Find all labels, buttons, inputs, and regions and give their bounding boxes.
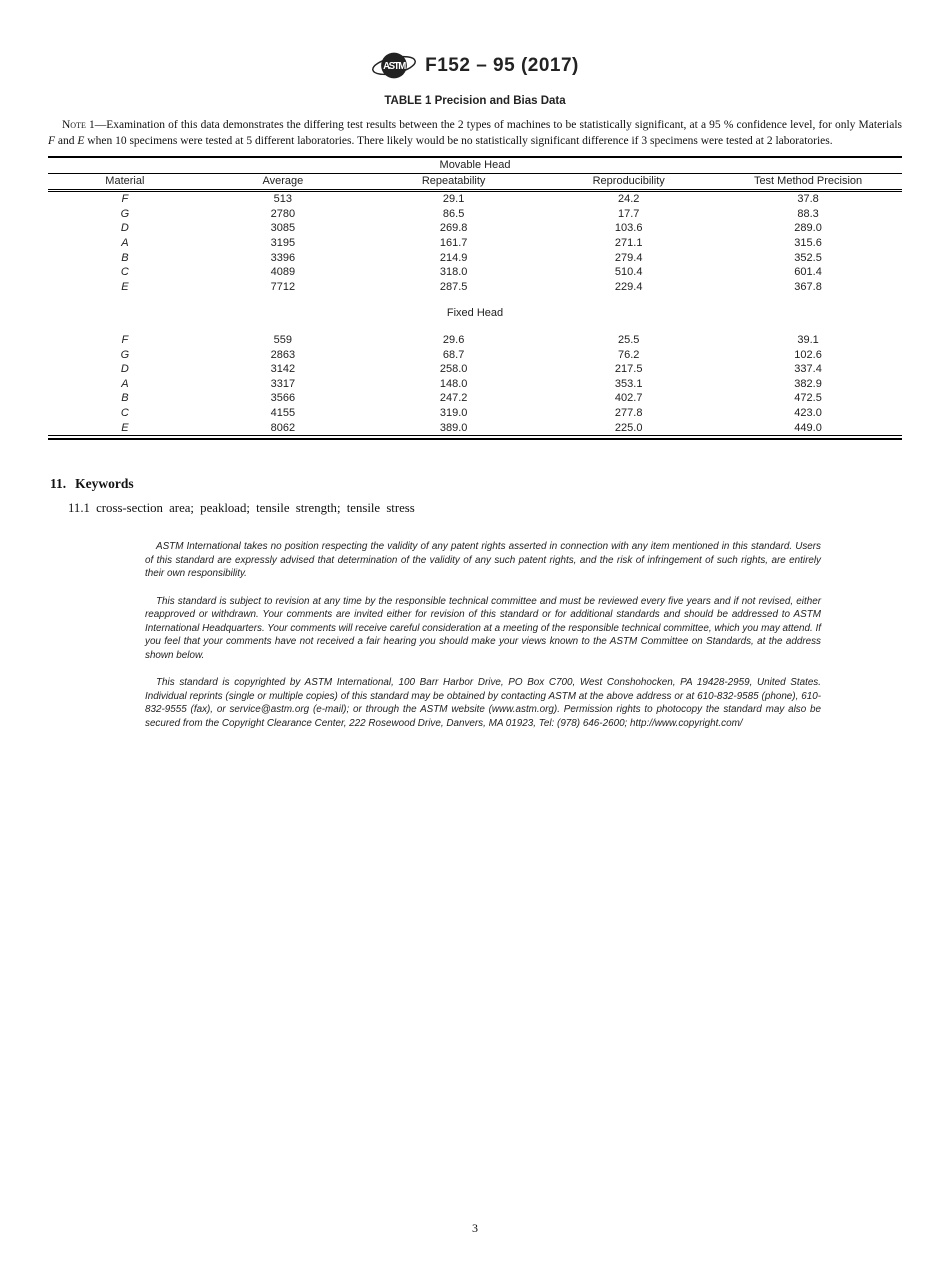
table-row: [48, 265, 902, 280]
value-cell: 277.8: [614, 406, 643, 419]
note-text: 1—Examination of this data demonstrates the differing test results between the 2 types of machines to be statistically significant, at a 95 % confidence level, for only Materials: [85, 119, 902, 131]
precision-bias-table: [48, 156, 902, 436]
value-cell: 8062: [270, 421, 296, 434]
page-number: 3: [472, 1221, 478, 1235]
table-row: [48, 406, 902, 421]
column-header-average: Average: [202, 174, 364, 191]
value-cell: 3317: [270, 377, 296, 390]
section-title-fixed-head: Fixed Head: [446, 307, 504, 320]
table-row: [48, 333, 902, 348]
value-cell: 102.6: [794, 348, 822, 361]
note-paragraph: [48, 118, 902, 149]
value-cell: 3142: [270, 363, 296, 376]
material-cell: A: [121, 377, 129, 390]
value-cell: 68.7: [442, 348, 465, 361]
material-cell: D: [120, 222, 129, 235]
material-cell: B: [121, 392, 129, 405]
value-cell: 472.5: [794, 392, 822, 405]
value-cell: 214.9: [439, 251, 468, 264]
value-cell: 318.0: [439, 266, 468, 279]
value-cell: 510.4: [614, 266, 643, 279]
table-row: [48, 391, 902, 406]
value-cell: 25.5: [617, 333, 640, 346]
column-header-reproducibility: Reproducibility: [543, 174, 714, 191]
value-cell: 103.6: [614, 222, 643, 235]
material-cell: C: [120, 406, 129, 419]
document-header: [0, 0, 950, 83]
value-cell: 315.6: [794, 236, 822, 249]
value-cell: 161.7: [439, 236, 468, 249]
value-cell: 423.0: [794, 406, 822, 419]
value-cell: 559: [273, 333, 293, 346]
note-label: Note: [62, 119, 86, 131]
table-row: [48, 207, 902, 222]
note-material-f: F: [48, 134, 56, 147]
value-cell: 3396: [270, 251, 296, 264]
value-cell: 352.5: [794, 251, 822, 264]
value-cell: 2780: [270, 207, 296, 220]
value-cell: 353.1: [614, 377, 643, 390]
value-cell: 449.0: [794, 421, 822, 434]
table-row: [48, 421, 902, 436]
value-cell: 229.4: [614, 280, 643, 293]
astm-logo: [371, 48, 417, 83]
value-cell: 367.8: [794, 280, 822, 293]
table-row: [48, 191, 902, 207]
value-cell: 3566: [270, 392, 296, 405]
value-cell: 289.0: [794, 222, 822, 235]
material-cell: G: [120, 348, 130, 361]
value-cell: 389.0: [439, 421, 468, 434]
standard-designation: F152 – 95 (2017): [425, 54, 579, 76]
material-cell: E: [121, 280, 129, 293]
value-cell: 7712: [270, 280, 296, 293]
value-cell: 3195: [270, 236, 296, 249]
column-header-test-method-precision: Test Method Precision: [714, 174, 902, 191]
value-cell: 37.8: [797, 193, 819, 206]
note-text-end: when 10 specimens were tested at 5 different laboratories. There likely would be no statistically significant difference if 3 specimens were tested at 2 laboratories.: [84, 134, 833, 147]
value-cell: 29.6: [442, 333, 465, 346]
value-cell: 402.7: [614, 392, 643, 405]
value-cell: 3085: [270, 222, 296, 235]
column-header-repeatability: Repeatability: [364, 174, 543, 191]
patent-disclaimer-paragraph: ASTM International takes no position respecting the validity of any patent rights asserted in connection with any item mentioned in this standard. Users of this standard are expressly advised that determination of the validity of any such patent rights, and the risk of infringement of such rights, are entirely their own responsibility.: [145, 541, 821, 580]
material-cell: G: [120, 207, 130, 220]
material-cell: E: [121, 421, 129, 434]
keywords-heading-text: Keywords: [75, 476, 134, 492]
value-cell: 4089: [270, 266, 296, 279]
value-cell: 271.1: [614, 236, 643, 249]
value-cell: 76.2: [617, 348, 640, 361]
value-cell: 258.0: [439, 363, 468, 376]
table-row: [48, 377, 902, 392]
value-cell: 86.5: [442, 207, 465, 220]
table-row: [48, 348, 902, 363]
value-cell: 287.5: [439, 280, 468, 293]
legal-boilerplate: [145, 540, 821, 730]
value-cell: 269.8: [439, 222, 468, 235]
value-cell: 39.1: [797, 333, 819, 346]
astm-logo-text: ASTM: [383, 61, 406, 73]
value-cell: 4155: [270, 406, 296, 419]
section-title-movable-head: Movable Head: [48, 158, 902, 174]
value-cell: 601.4: [794, 266, 822, 279]
table-spacer-row: [48, 294, 902, 306]
value-cell: 17.7: [617, 207, 640, 220]
material-cell: B: [121, 251, 129, 264]
note-text-mid: and: [55, 134, 78, 147]
material-cell: A: [121, 236, 129, 249]
revision-notice-paragraph: This standard is subject to revision at any time by the responsible technical committee and must be reviewed every five years and if not revised, either reapproved or withdrawn. Your comments are invited either for revision of this standard or for additional standards and should be addressed to ASTM International Headquarters. Your comments will receive careful consideration at a meeting of the responsible technical committee, which you may attend. If you feel that your comments have not received a fair hearing you should make your views known to the ASTM Committee on Standards, at the address shown below.: [145, 595, 821, 661]
data-table: [48, 174, 902, 435]
table-bottom-rule: [48, 438, 902, 440]
value-cell: 279.4: [614, 251, 643, 264]
table-row: [48, 251, 902, 266]
keywords-heading: [50, 476, 902, 492]
value-cell: 217.5: [614, 363, 643, 376]
value-cell: 337.4: [794, 363, 822, 376]
value-cell: 225.0: [614, 421, 643, 434]
keywords-heading-number: 11.: [50, 476, 67, 492]
value-cell: 513: [273, 193, 293, 206]
value-cell: 319.0: [439, 406, 468, 419]
column-header-material: Material: [48, 174, 202, 191]
material-cell: F: [121, 193, 129, 206]
note-material-e: E: [77, 134, 85, 147]
table-header: [48, 174, 902, 191]
table-spacer-row: [48, 321, 902, 333]
table-row: [48, 280, 902, 295]
material-cell: F: [121, 333, 129, 346]
table-header-row: [48, 174, 902, 191]
value-cell: 148.0: [439, 377, 468, 390]
value-cell: 88.3: [797, 207, 819, 220]
keywords-body: 11.1 cross-section area; peakload; tensile strength; tensile stress: [68, 501, 415, 516]
value-cell: 29.1: [442, 193, 465, 206]
value-cell: 382.9: [794, 377, 822, 390]
material-cell: D: [120, 363, 129, 376]
section-title-row: [48, 306, 902, 321]
value-cell: 24.2: [617, 193, 640, 206]
value-cell: 2863: [270, 348, 296, 361]
value-cell: 247.2: [439, 392, 468, 405]
table-row: [48, 236, 902, 251]
material-cell: C: [120, 266, 129, 279]
table-body: [48, 191, 902, 435]
table-row: [48, 221, 902, 236]
table-row: [48, 362, 902, 377]
table-caption: TABLE 1 Precision and Bias Data: [384, 95, 566, 107]
copyright-paragraph: This standard is copyrighted by ASTM International, 100 Barr Harbor Drive, PO Box C700, West Conshohocken, PA 19428-2959, United States. Individual reprints (single or multiple copies) of this standard may be obtained by contacting ASTM at the above address or at 610-832-9585 (phone), 610-832-9555 (fax), or service@astm.org (e-mail); or through the ASTM website (www.astm.org). Permission rights to photocopy the standard may also be secured from the Copyright Clearance Center, 222 Rosewood Drive, Danvers, MA 01923, Tel: (978) 646-2600; http://www.copyright.com/: [145, 677, 821, 729]
